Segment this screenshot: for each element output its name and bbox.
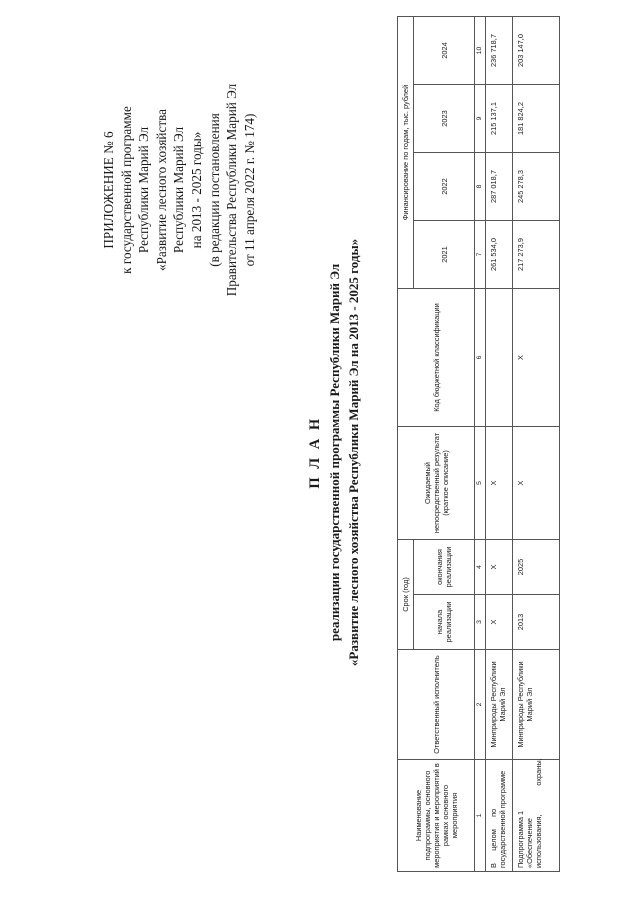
header-budget-code: Код бюджетной классификации	[398, 289, 475, 427]
header-name: Наименование подпрограммы, основного мероприятия и мероприятий в рамках основного мероприятия	[398, 760, 475, 872]
row-executor: Минприроды Республики Марий Эл	[486, 650, 513, 760]
appendix-line: от 11 апреля 2022 г. № 174)	[241, 113, 257, 267]
header-year: 2021	[414, 221, 475, 289]
row-value: 245 278,3	[513, 153, 560, 221]
header-year: 2022	[414, 153, 475, 221]
row-start: Х	[486, 595, 513, 650]
row-result: Х	[513, 427, 560, 540]
column-number: 10	[475, 16, 486, 84]
row-name-line: использования, охраны,	[534, 758, 543, 868]
header-result: Ожидаемый непосредственный результат (краткое описание)	[398, 427, 475, 540]
row-value: 217 273,9	[513, 221, 560, 289]
header-year: 2024	[414, 16, 475, 84]
appendix-line: «Развитие лесного хозяйства	[153, 108, 169, 272]
column-number: 8	[475, 153, 486, 221]
plan-subtitle: реализации государственной программы Республики Марий Эл	[327, 263, 342, 642]
row-code	[486, 289, 513, 427]
header-financing: Финансирование по годам, тыс. рублей	[398, 16, 414, 288]
row-name-line: В целом по	[489, 808, 498, 868]
row-value: 181 824,2	[513, 85, 560, 153]
appendix-line: Республики Марий Эл	[171, 126, 187, 254]
appendix-line: к государственной программе	[118, 106, 134, 274]
appendix-line: ПРИЛОЖЕНИЕ № 6	[101, 131, 116, 249]
column-number: 3	[475, 595, 486, 650]
column-number: 6	[475, 289, 486, 427]
column-number: 9	[475, 85, 486, 153]
row-end: 2025	[513, 540, 560, 595]
row-start: 2013	[513, 595, 560, 650]
header-row-top	[398, 16, 414, 871]
header-term: Срок (год)	[398, 540, 414, 650]
row-name	[513, 760, 560, 872]
row-value: 215 137,1	[486, 85, 513, 153]
column-number: 2	[475, 650, 486, 760]
header-year: 2023	[414, 85, 475, 153]
header-executor: Ответственный исполнитель	[398, 650, 475, 760]
header-term-end: окончания реализации	[414, 540, 475, 595]
row-code: Х	[513, 289, 560, 427]
plan-title: П Л А Н	[307, 416, 323, 489]
appendix-line: Республики Марий Эл	[136, 126, 152, 254]
header-term-start: начала реализации	[414, 595, 475, 650]
appendix-line: (в редакции постановления	[206, 113, 222, 267]
row-result: Х	[486, 427, 513, 540]
appendix-line: Правительства Республики Марий Эл	[224, 83, 240, 297]
row-name-line: государственной программе	[498, 770, 507, 868]
row-value: 287 018,7	[486, 153, 513, 221]
appendix-line: на 2013 - 2025 годы»	[188, 131, 204, 249]
plan-program-name: «Развитие лесного хозяйства Республики Марий Эл на 2013 - 2025 годы»	[346, 238, 361, 667]
column-number: 4	[475, 540, 486, 595]
row-name-line: «Обеспечение	[525, 818, 534, 868]
table-row	[486, 16, 513, 871]
plan-table	[397, 16, 560, 872]
row-value: 203 147,0	[513, 16, 560, 84]
column-number: 7	[475, 221, 486, 289]
row-value: 236 718,7	[486, 16, 513, 84]
row-end: Х	[486, 540, 513, 595]
appendix-note	[100, 60, 258, 320]
column-number-row	[475, 16, 486, 871]
row-name	[486, 760, 513, 872]
table-row	[513, 16, 560, 871]
row-value: 261 534,0	[486, 221, 513, 289]
column-number: 5	[475, 427, 486, 540]
column-number: 1	[475, 760, 486, 872]
row-executor: Минприроды Республики Марий Эл	[513, 650, 560, 760]
row-name-line: Подпрограмма 1	[516, 810, 525, 868]
